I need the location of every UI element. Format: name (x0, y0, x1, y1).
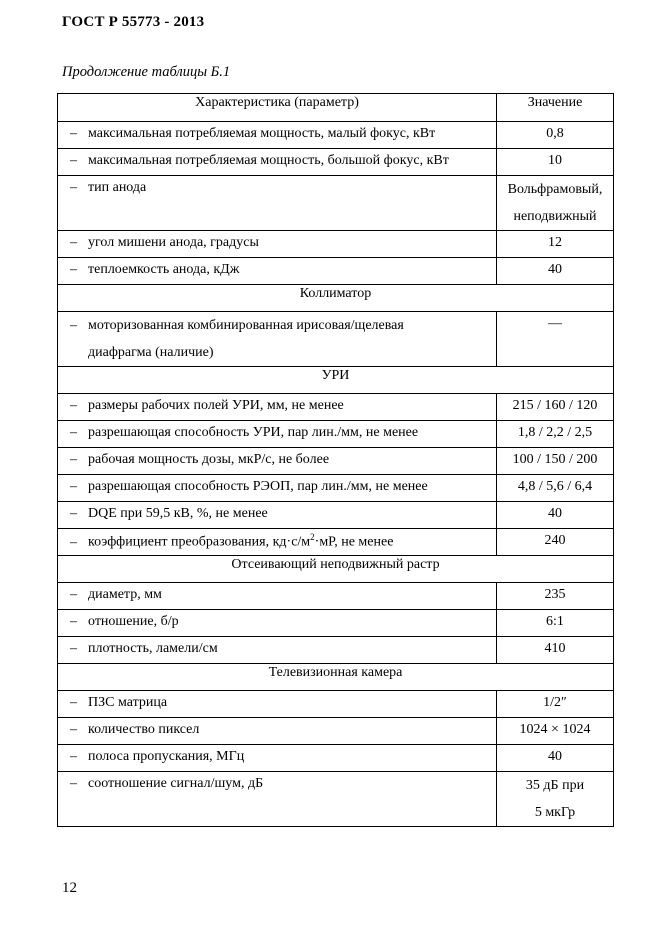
table-row (58, 718, 614, 745)
row-name: – ПЗС матрица (58, 691, 497, 718)
row-name: – тип анода (58, 176, 497, 231)
row-name: – полоса пропускания, МГц (58, 745, 497, 772)
specification-table (57, 93, 614, 827)
table-row (58, 394, 614, 421)
section-title: Отсеивающий неподвижный растр (58, 556, 614, 583)
row-name: – коэффициент преобразования, $кд\cdot с/м^2\cdot мР$, не менее (58, 529, 497, 556)
section-title: УРИ (58, 367, 614, 394)
section-title: Телевизионная камера (58, 664, 614, 691)
column-header-value: Значение (497, 94, 614, 122)
table-row (58, 421, 614, 448)
table-row (58, 529, 614, 556)
section-row-grid (58, 556, 614, 583)
table-row (58, 312, 614, 367)
page-number: 12 (62, 880, 77, 896)
table-row (58, 502, 614, 529)
row-name: – моторизованная комбинированная ирисовая/щелевая диафрагма (наличие) (58, 312, 497, 367)
row-name: – соотношение сигнал/шум, дБ (58, 772, 497, 827)
section-title: Коллиматор (58, 285, 614, 312)
row-name: – максимальная потребляемая мощность, большой фокус, кВт (58, 149, 497, 176)
row-name: – отношение, б/р (58, 610, 497, 637)
row-value: 0,8 (497, 122, 614, 149)
row-name: – угол мишени анода, градусы (58, 231, 497, 258)
table-row (58, 637, 614, 664)
row-name: – размеры рабочих полей УРИ, мм, не менее (58, 394, 497, 421)
table-header-row (58, 94, 614, 122)
row-name: – разрешающая способность РЭОП, пар лин./мм, не менее (58, 475, 497, 502)
row-value: 100 / 150 / 200 (497, 448, 614, 475)
row-name: – количество пиксел (58, 718, 497, 745)
row-value: 235 (497, 583, 614, 610)
section-row-collimator (58, 285, 614, 312)
row-value: 35 дБ при 5 мкГр (497, 772, 614, 827)
table-row (58, 691, 614, 718)
row-value: 4,8 / 5,6 / 6,4 (497, 475, 614, 502)
row-value: 410 (497, 637, 614, 664)
table-row (58, 772, 614, 827)
section-row-uri (58, 367, 614, 394)
row-value: 215 / 160 / 120 (497, 394, 614, 421)
table-row (58, 610, 614, 637)
row-name: – DQE при 59,5 кВ, %, не менее (58, 502, 497, 529)
row-name: – максимальная потребляемая мощность, малый фокус, кВт (58, 122, 497, 149)
section-row-tv-camera (58, 664, 614, 691)
row-value: 240 (497, 529, 614, 556)
document-code: ГОСТ Р 55773 - 2013 (62, 14, 205, 30)
row-name: – диаметр, мм (58, 583, 497, 610)
table-row (58, 258, 614, 285)
row-value: — (497, 312, 614, 367)
table-row (58, 583, 614, 610)
row-value: 1024 × 1024 (497, 718, 614, 745)
row-name: – плотность, ламели/см (58, 637, 497, 664)
table-row (58, 176, 614, 231)
column-header-parameter: Характеристика (параметр) (58, 94, 497, 122)
row-value: 12 (497, 231, 614, 258)
table-row (58, 122, 614, 149)
table-row (58, 475, 614, 502)
row-value: 40 (497, 258, 614, 285)
table-continuation-caption: Продолжение таблицы Б.1 (62, 64, 231, 80)
row-name: – разрешающая способность УРИ, пар лин./мм, не менее (58, 421, 497, 448)
row-value: 6:1 (497, 610, 614, 637)
row-value: 10 (497, 149, 614, 176)
table-row (58, 745, 614, 772)
row-value: 40 (497, 745, 614, 772)
table-row (58, 448, 614, 475)
row-name: – рабочая мощность дозы, мкР/с, не более (58, 448, 497, 475)
row-name: – теплоемкость анода, кДж (58, 258, 497, 285)
table-row (58, 149, 614, 176)
row-value: 40 (497, 502, 614, 529)
table-row (58, 231, 614, 258)
row-value: Вольфрамовый, неподвижный (497, 176, 614, 231)
row-value: 1,8 / 2,2 / 2,5 (497, 421, 614, 448)
row-value: 1/2″ (497, 691, 614, 718)
